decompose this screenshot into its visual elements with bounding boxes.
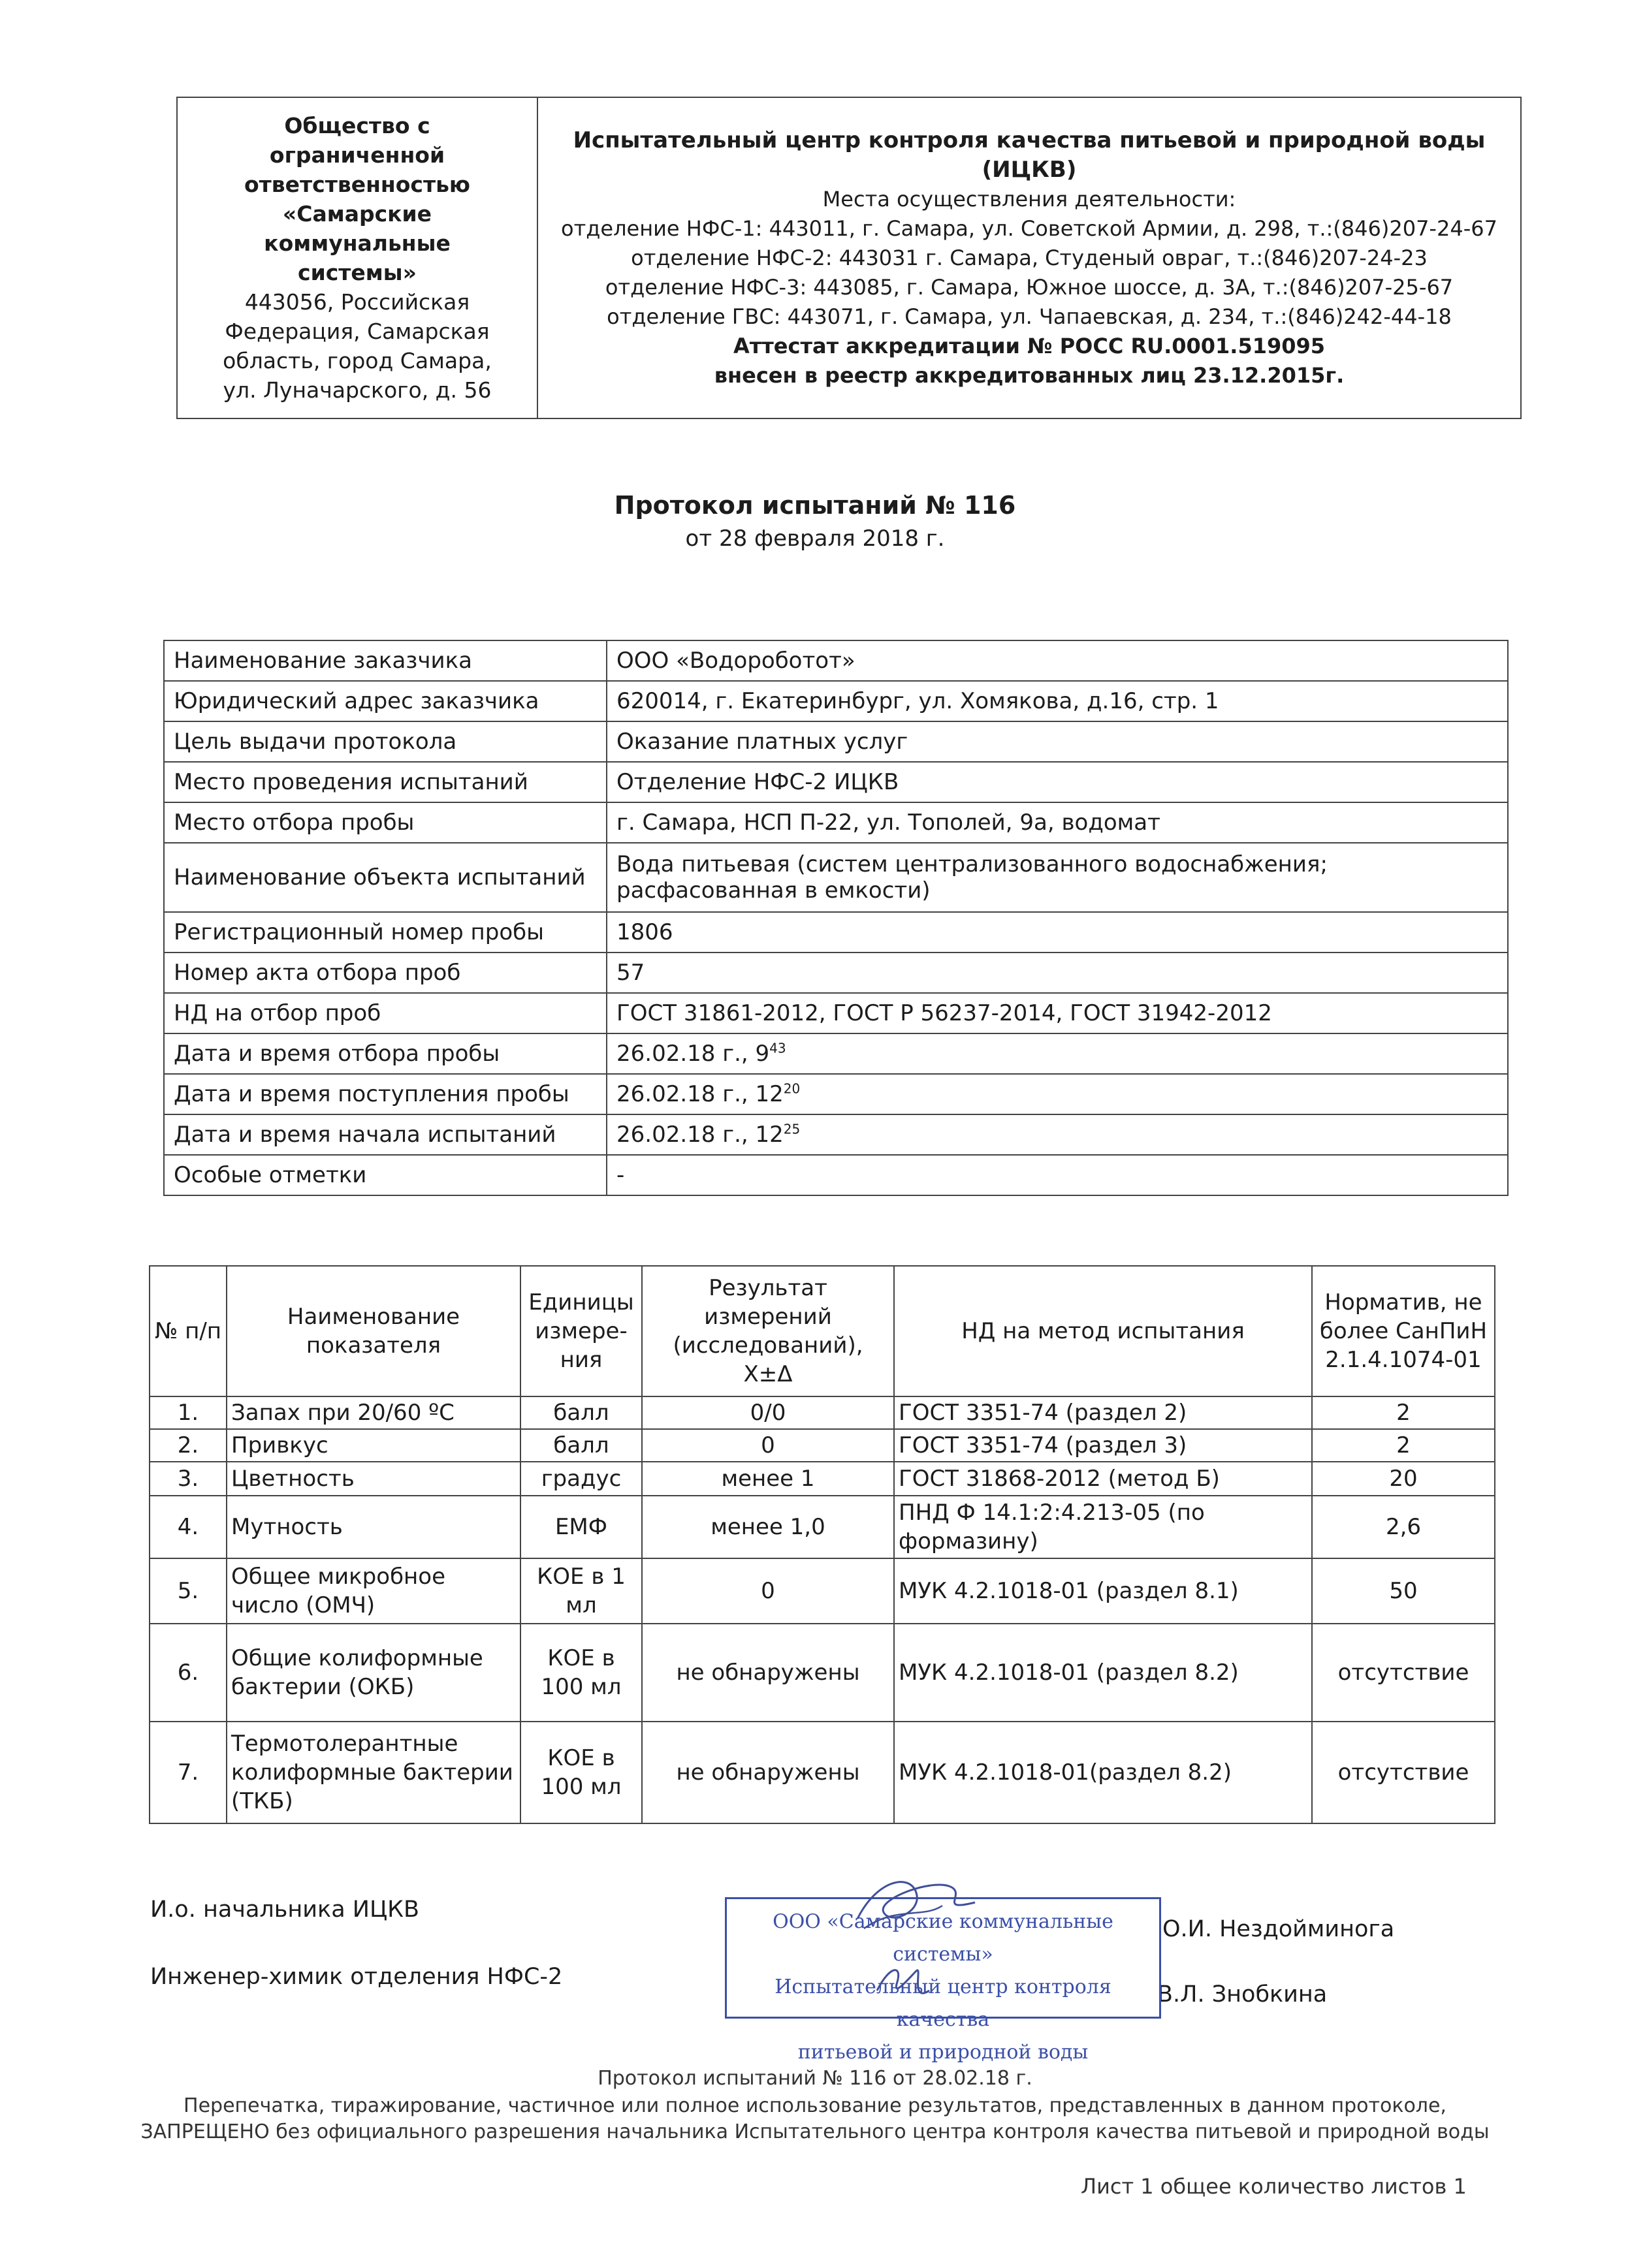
- table-row: [150, 1496, 1495, 1558]
- row-method: ГОСТ 3351-74 (раздел 2): [894, 1396, 1312, 1429]
- places-label: Места осуществления деятельности:: [822, 186, 1236, 212]
- info-key: Место проведения испытаний: [164, 762, 607, 802]
- org-address-line: 443056, Российская: [244, 289, 470, 315]
- table-row: [150, 1429, 1495, 1462]
- row-method: ГОСТ 3351-74 (раздел 3): [894, 1429, 1312, 1462]
- info-key: Особые отметки: [164, 1155, 607, 1195]
- footer-ref: Протокол испытаний № 116 от 28.02.18 г.: [598, 2067, 1032, 2090]
- row-norm: 2: [1312, 1429, 1495, 1462]
- header-table: [176, 97, 1522, 419]
- handwritten-signature: [838, 1866, 995, 2036]
- header-method: НД на метод испытания: [894, 1266, 1312, 1396]
- org-name-line: Общество с: [284, 113, 430, 138]
- header-name: Наименование показателя: [227, 1266, 520, 1396]
- row-method: МУК 4.2.1018-01 (раздел 8.2): [894, 1624, 1312, 1722]
- info-key: Цель выдачи протокола: [164, 721, 607, 762]
- results-header-row: [150, 1266, 1495, 1396]
- row-result: не обнаружены: [642, 1624, 894, 1722]
- info-row: [164, 762, 1508, 802]
- header-norm: Норматив, не более СанПиН 2.1.4.1074-01: [1312, 1266, 1495, 1396]
- signer-role-1: И.о. начальника ИЦКВ: [150, 1897, 419, 1923]
- info-row: [164, 993, 1508, 1033]
- table-row: [150, 1722, 1495, 1823]
- info-row: [164, 912, 1508, 953]
- info-value: [607, 1114, 1508, 1155]
- row-name: Общие колиформные бактерии (ОКБ): [227, 1624, 520, 1722]
- info-value: Вода питьевая (систем централизованного водоснабжения; расфасованная в емкости): [607, 843, 1508, 912]
- header-num: № п/п: [150, 1266, 227, 1396]
- time-minutes: 20: [783, 1080, 801, 1097]
- row-name: Мутность: [227, 1496, 520, 1558]
- info-key: Номер акта отбора проб: [164, 953, 607, 993]
- row-unit: КОЕ в 1 мл: [520, 1558, 642, 1624]
- organization-cell: [177, 97, 537, 418]
- info-row: [164, 1114, 1508, 1155]
- info-row: [164, 802, 1508, 843]
- row-method: МУК 4.2.1018-01 (раздел 8.1): [894, 1558, 1312, 1624]
- row-result: 0: [642, 1558, 894, 1624]
- branch-line: отделение НФС-3: 443085, г. Самара, Южное шоссе, д. 3А, т.:(846)207-25-67: [605, 274, 1454, 300]
- org-name-line: ограниченной: [269, 142, 445, 168]
- info-value: ГОСТ 31861-2012, ГОСТ Р 56237-2014, ГОСТ 31942-2012: [607, 993, 1508, 1033]
- row-num: 6.: [150, 1624, 227, 1722]
- table-row: [150, 1624, 1495, 1722]
- row-norm: 2,6: [1312, 1496, 1495, 1558]
- registry-line: внесен в реестр аккредитованных лиц 23.12.2015г.: [714, 362, 1345, 388]
- info-key: Дата и время отбора пробы: [164, 1033, 607, 1074]
- signer-name-1: О.И. Нездойминога: [1162, 1916, 1395, 1942]
- accreditation-line: Аттестат аккредитации № РОСС RU.0001.519095: [733, 333, 1326, 358]
- stamp-line: питьевой и природной воды: [797, 2041, 1089, 2064]
- signer-role-2: Инженер-химик отделения НФС-2: [150, 1964, 563, 1990]
- row-num: 3.: [150, 1462, 227, 1496]
- row-result: не обнаружены: [642, 1722, 894, 1823]
- table-row: [150, 1462, 1495, 1496]
- info-row: [164, 1155, 1508, 1195]
- row-method: ПНД Ф 14.1:2:4.213-05 (по формазину): [894, 1496, 1312, 1558]
- info-key: Наименование заказчика: [164, 640, 607, 681]
- org-address-line: область, город Самара,: [223, 348, 492, 373]
- footer-note-2: ЗАПРЕЩЕНО без официального разрешения начальника Испытательного центра контроля качества питьевой и природной воды: [140, 2120, 1490, 2143]
- row-norm: 2: [1312, 1396, 1495, 1429]
- row-method: ГОСТ 31868-2012 (метод Б): [894, 1462, 1312, 1496]
- row-norm: 20: [1312, 1462, 1495, 1496]
- row-name: Привкус: [227, 1429, 520, 1462]
- info-key: Юридический адрес заказчика: [164, 681, 607, 721]
- info-value: [607, 1033, 1508, 1074]
- info-value: 1806: [607, 912, 1508, 953]
- row-unit: градус: [520, 1462, 642, 1496]
- row-unit: ЕМФ: [520, 1496, 642, 1558]
- stamp: [725, 1897, 1161, 2064]
- info-value: -: [607, 1155, 1508, 1195]
- table-row: [150, 1558, 1495, 1624]
- info-row: [164, 843, 1508, 912]
- info-key: Место отбора пробы: [164, 802, 607, 843]
- signer-name-2: В.Л. Знобкина: [1157, 1981, 1328, 2008]
- sample-info-table: [163, 640, 1509, 1196]
- info-key: Дата и время начала испытаний: [164, 1114, 607, 1155]
- row-num: 7.: [150, 1722, 227, 1823]
- org-name-line: «Самарские: [282, 201, 432, 227]
- info-value: Отделение НФС-2 ИЦКВ: [607, 762, 1508, 802]
- sheet-count: Лист 1 общее количество листов 1: [1081, 2174, 1467, 2199]
- info-value: 57: [607, 953, 1508, 993]
- info-value-text: 26.02.18 г., 9: [616, 1041, 770, 1067]
- row-num: 2.: [150, 1429, 227, 1462]
- org-name-line: коммунальные: [264, 230, 451, 256]
- info-value-text: 26.02.18 г., 12: [616, 1122, 784, 1148]
- info-key: Наименование объекта испытаний: [164, 843, 607, 912]
- info-value: г. Самара, НСП П-22, ул. Тополей, 9а, водомат: [607, 802, 1508, 843]
- row-result: 0/0: [642, 1396, 894, 1429]
- table-row: [150, 1396, 1495, 1429]
- row-unit: балл: [520, 1396, 642, 1429]
- row-result: менее 1,0: [642, 1496, 894, 1558]
- branch-line: отделение НФС-1: 443011, г. Самара, ул. Советской Армии, д. 298, т.:(846)207-24-67: [561, 215, 1497, 241]
- stamp-line: Испытательный центр контроля качества: [775, 1976, 1111, 2031]
- protocol-title: Протокол испытаний № 116: [614, 491, 1016, 520]
- info-value: Оказание платных услуг: [607, 721, 1508, 762]
- row-norm: отсутствие: [1312, 1722, 1495, 1823]
- time-minutes: 25: [783, 1121, 801, 1137]
- row-unit: КОЕ в 100 мл: [520, 1722, 642, 1823]
- branch-line: отделение ГВС: 443071, г. Самара, ул. Чапаевская, д. 234, т.:(846)242-44-18: [607, 304, 1452, 329]
- header-result: Результат измерений (исследований), X±Δ: [642, 1266, 894, 1396]
- row-unit: КОЕ в 100 мл: [520, 1624, 642, 1722]
- row-unit: балл: [520, 1429, 642, 1462]
- info-row: [164, 1074, 1508, 1114]
- row-name: Общее микробное число (ОМЧ): [227, 1558, 520, 1624]
- info-key: Дата и время поступления пробы: [164, 1074, 607, 1114]
- footer-note-1: Перепечатка, тиражирование, частичное или полное использование результатов, представленных в данном протоколе,: [184, 2094, 1446, 2117]
- info-row: [164, 953, 1508, 993]
- test-center-title: Испытательный центр контроля качества питьевой и природной воды (ИЦКВ): [573, 127, 1486, 183]
- info-value: 620014, г. Екатеринбург, ул. Хомякова, д.16, стр. 1: [607, 681, 1508, 721]
- results-table: [149, 1265, 1495, 1824]
- row-method: МУК 4.2.1018-01(раздел 8.2): [894, 1722, 1312, 1823]
- info-value: ООО «Водороботот»: [607, 640, 1508, 681]
- row-name: Цветность: [227, 1462, 520, 1496]
- row-norm: отсутствие: [1312, 1624, 1495, 1722]
- org-address-line: ул. Луначарского, д. 56: [223, 377, 492, 403]
- org-name-line: системы»: [298, 260, 417, 285]
- org-name-line: ответственностью: [244, 172, 471, 197]
- info-row: [164, 640, 1508, 681]
- info-value: [607, 1074, 1508, 1114]
- info-key: Регистрационный номер пробы: [164, 912, 607, 953]
- row-num: 5.: [150, 1558, 227, 1624]
- row-norm: 50: [1312, 1558, 1495, 1624]
- info-key: НД на отбор проб: [164, 993, 607, 1033]
- protocol-date: от 28 февраля 2018 г.: [685, 526, 945, 552]
- info-row: [164, 721, 1508, 762]
- info-value-text: 26.02.18 г., 12: [616, 1081, 784, 1107]
- row-name: Запах при 20/60 ºС: [227, 1396, 520, 1429]
- row-result: менее 1: [642, 1462, 894, 1496]
- branch-line: отделение НФС-2: 443031 г. Самара, Студеный овраг, т.:(846)207-24-23: [631, 245, 1428, 270]
- row-num: 4.: [150, 1496, 227, 1558]
- info-row: [164, 681, 1508, 721]
- row-name: Термотолерантные колиформные бактерии (ТКБ): [227, 1722, 520, 1823]
- row-num: 1.: [150, 1396, 227, 1429]
- header-unit: Единицы измере-ния: [520, 1266, 642, 1396]
- test-center-cell: [537, 97, 1521, 418]
- org-address-line: Федерация, Самарская: [225, 319, 490, 344]
- stamp-line: ООО «Самарские коммунальные системы»: [773, 1910, 1113, 1966]
- row-result: 0: [642, 1429, 894, 1462]
- time-minutes: 43: [769, 1040, 786, 1056]
- info-row: [164, 1033, 1508, 1074]
